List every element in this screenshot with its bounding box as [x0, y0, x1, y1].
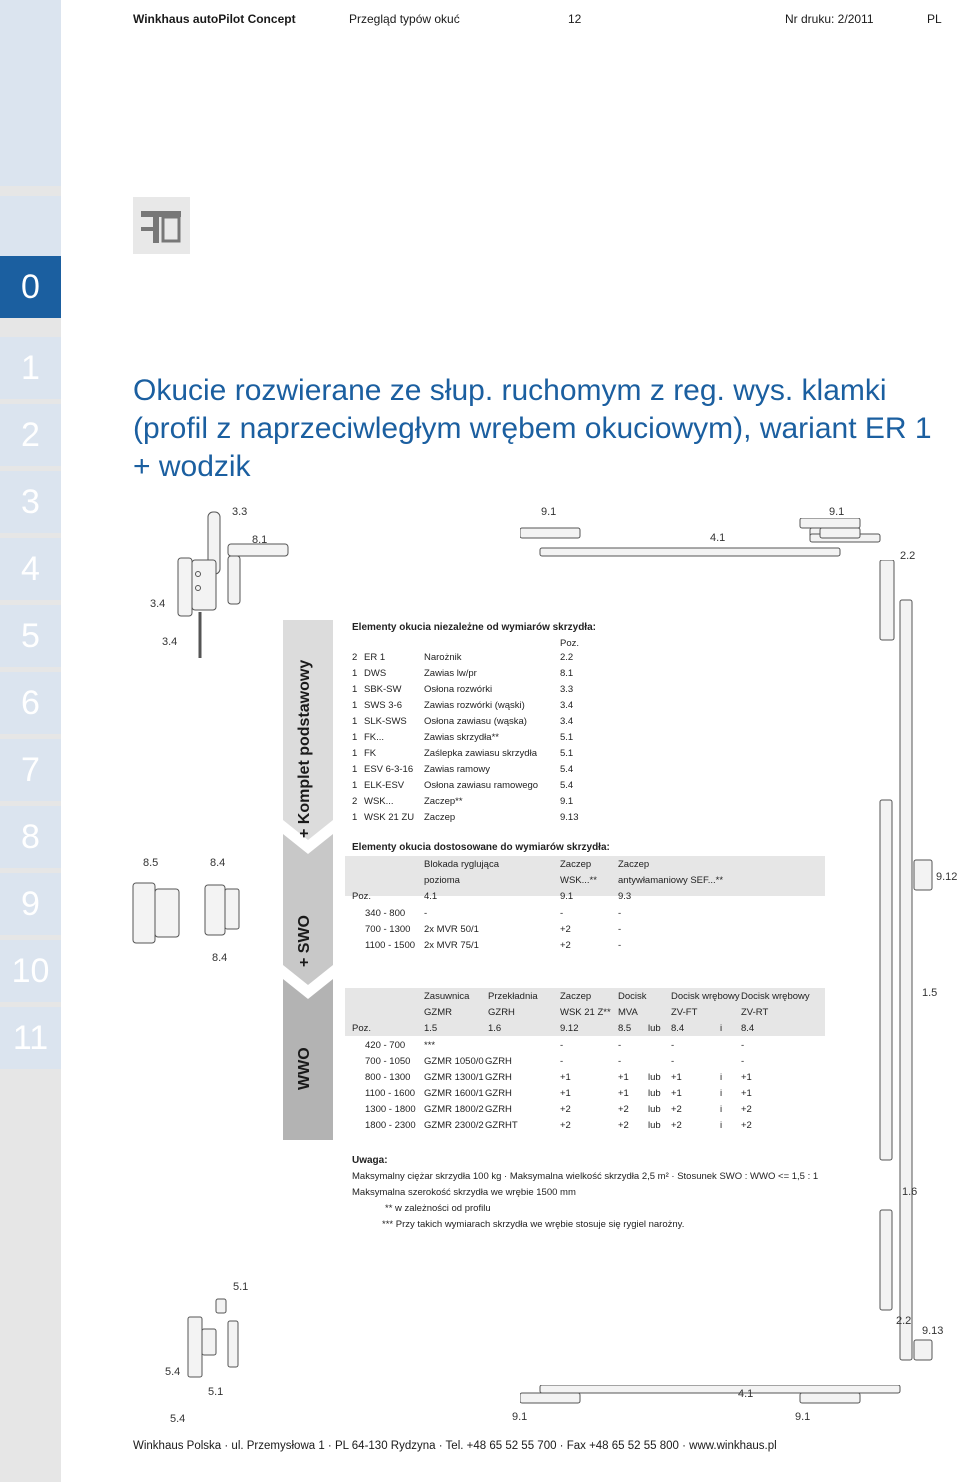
basic-qty: 1	[352, 716, 358, 727]
label-wwo: WWO	[296, 1047, 313, 1090]
basic-qty: 1	[352, 700, 358, 711]
basic-name: Zawias skrzydła**	[424, 732, 499, 743]
wwo-lub: lub	[648, 1120, 661, 1131]
basic-qty: 2	[352, 652, 358, 663]
basic-code: SBK-SW	[364, 684, 402, 695]
wwo-col-l1: Przekładnia	[488, 991, 538, 1002]
wwo-col-l2: ZV-RT	[741, 1007, 769, 1018]
basic-name: Osłona rozwórki	[424, 684, 493, 695]
part-label: 3.4	[150, 598, 166, 610]
wwo-col-poz: 9.12	[560, 1023, 579, 1034]
part-label: 5.1	[208, 1386, 224, 1398]
wwo-col-l1: Zaczep	[560, 991, 592, 1002]
wwo-c4: +1	[618, 1088, 629, 1099]
tab-7[interactable]: 7	[0, 739, 61, 801]
page-number: 12	[568, 12, 582, 26]
wwo-range: 700 - 1050	[365, 1056, 411, 1067]
part-label: 3.4	[162, 636, 178, 648]
wwo-lub: lub	[648, 1104, 661, 1115]
basic-poz-header: Poz.	[560, 638, 580, 649]
basic-qty: 1	[352, 732, 358, 743]
basic-code: ESV 6-3-16	[364, 764, 414, 775]
swo-col2-l2: WSK...**	[560, 875, 597, 886]
basic-poz: 9.13	[560, 812, 579, 823]
wwo-c2: GZRH	[485, 1072, 512, 1083]
basic-code: FK	[364, 748, 377, 759]
wwo-col-poz: 1.6	[488, 1023, 502, 1034]
wwo-range: 1300 - 1800	[365, 1104, 416, 1115]
notes-line3: ** w zależności od profilu	[385, 1203, 491, 1214]
wwo-c2: GZRH	[485, 1088, 512, 1099]
tab-4[interactable]: 4	[0, 538, 61, 600]
tab-10[interactable]: 10	[0, 940, 61, 1002]
wwo-col-l1: Docisk wrębowy	[671, 991, 740, 1002]
wwo-c1: GZMR 1800/2	[424, 1104, 484, 1115]
basic-qty: 2	[352, 796, 358, 807]
part-label: 4.1	[710, 532, 726, 544]
swo-c3: -	[618, 940, 622, 951]
swo-col1-l1: Blokada ryglująca	[424, 859, 499, 870]
wwo-c4: +2	[618, 1104, 629, 1115]
swo-heading: Elementy okucia dostosowane do wymiarów skrzydła:	[352, 842, 610, 853]
basic-heading: Elementy okucia niezależne od wymiarów skrzydła:	[352, 622, 596, 633]
tab-5[interactable]: 5	[0, 605, 61, 667]
wwo-col-l2: GZRH	[488, 1007, 515, 1018]
part-label: 9.1	[829, 506, 845, 518]
basic-qty: 1	[352, 780, 358, 791]
profile-icon	[133, 197, 190, 254]
tab-11[interactable]: 11	[0, 1007, 61, 1069]
wwo-c2: GZRH	[485, 1104, 512, 1115]
wwo-range: 1100 - 1600	[365, 1088, 416, 1099]
basic-poz: 3.3	[560, 684, 574, 695]
basic-name: Zawias rozwórki (wąski)	[424, 700, 525, 711]
wwo-c4: +1	[618, 1072, 629, 1083]
wwo-col-poz: 8.4	[671, 1023, 685, 1034]
wwo-c3: -	[560, 1056, 564, 1067]
wwo-range: 1800 - 2300	[365, 1120, 416, 1131]
basic-code: WSK...	[364, 796, 394, 807]
right-rod-drawing	[860, 560, 940, 1380]
wwo-col-l2: MVA	[618, 1007, 638, 1018]
basic-code: WSK 21 ZU	[364, 812, 415, 823]
wwo-header	[345, 988, 825, 1036]
tab-2[interactable]: 2	[0, 404, 61, 466]
wwo-c5: +1	[671, 1088, 682, 1099]
part-label: 4.1	[738, 1388, 754, 1400]
part-label: 5.4	[165, 1366, 181, 1378]
part-label: 1.6	[902, 1186, 918, 1198]
swo-c3: -	[618, 908, 622, 919]
basic-code: SLK-SWS	[364, 716, 407, 727]
bottom-bar-drawing	[520, 1385, 920, 1409]
part-label: 8.4	[212, 952, 228, 964]
wwo-c5: +2	[671, 1104, 682, 1115]
swo-range: 1100 - 1500	[365, 940, 416, 951]
basic-name: Zaczep**	[424, 796, 463, 807]
notes-heading: Uwaga:	[352, 1155, 388, 1166]
part-label: 5.4	[170, 1413, 186, 1425]
basic-name: Osłona zawiasu (wąska)	[424, 716, 527, 727]
basic-code: ELK-ESV	[364, 780, 405, 791]
wwo-c6: -	[741, 1040, 745, 1051]
wwo-c5: -	[671, 1040, 675, 1051]
wwo-col-l1: Zasuwnica	[424, 991, 470, 1002]
notes-line1: Maksymalny ciężar skrzydła 100 kg · Maksymalna wielkość skrzydła 2,5 m² · Stosunek SWO : WWO <= 1,5 : 1	[352, 1171, 819, 1182]
wwo-c5: +1	[671, 1072, 682, 1083]
basic-name: Zaczep	[424, 812, 456, 823]
tab-spacer	[0, 196, 61, 256]
swo-c3: -	[618, 924, 622, 935]
wwo-i: i	[720, 1023, 723, 1034]
part-label: 9.1	[795, 1411, 811, 1423]
wwo-col-l1: Docisk wrębowy	[741, 991, 810, 1002]
swo-range: 700 - 1300	[365, 924, 411, 935]
basic-name: Zaślepka zawiasu skrzydła	[424, 748, 537, 759]
label-komplet: + Komplet podstawowy	[296, 659, 313, 838]
notes-line4: *** Przy takich wymiarach skrzydła we wrębie stosuje się rygiel narożny.	[382, 1219, 685, 1230]
part-label: 9.1	[541, 506, 557, 518]
wwo-lub: lub	[648, 1023, 661, 1034]
basic-name: Narożnik	[424, 652, 462, 663]
notes-line2: Maksymalna szerokość skrzydła we wrębie 1500 mm	[352, 1187, 576, 1198]
pressure-parts-drawing	[125, 875, 245, 955]
wwo-i: i	[720, 1072, 723, 1083]
basic-poz: 2.2	[560, 652, 574, 663]
tab-9[interactable]: 9	[0, 873, 61, 935]
print-number: Nr druku: 2/2011	[785, 12, 874, 26]
basic-poz: 5.4	[560, 764, 574, 775]
wwo-c5: -	[671, 1056, 675, 1067]
basic-poz: 8.1	[560, 668, 574, 679]
basic-name: Zawias ramowy	[424, 764, 490, 775]
wwo-range: 800 - 1300	[365, 1072, 411, 1083]
wwo-col-l2: GZMR	[424, 1007, 452, 1018]
wwo-lub: lub	[648, 1072, 661, 1083]
basic-qty: 1	[352, 668, 358, 679]
basic-qty: 1	[352, 748, 358, 759]
wwo-c1: ***	[424, 1040, 436, 1051]
wwo-col-poz: 1.5	[424, 1023, 438, 1034]
chapter-tabs	[0, 0, 61, 1482]
part-label: 1.5	[922, 987, 938, 999]
wwo-col-poz: 8.4	[741, 1023, 755, 1034]
footer-address: Winkhaus Polska · ul. Przemysłowa 1 · PL 64-130 Rydzyna · Tel. +48 65 52 55 700 · Fax +48 65 52 55 800 · www.winkhaus.pl	[133, 1440, 777, 1452]
wwo-c3: +1	[560, 1088, 571, 1099]
wwo-lub: lub	[648, 1088, 661, 1099]
swo-c2: -	[560, 908, 564, 919]
bottom-hinge-drawing	[180, 1295, 250, 1385]
swo-c2: +2	[560, 940, 571, 951]
wwo-c6: +1	[741, 1088, 752, 1099]
wwo-c3: +2	[560, 1120, 571, 1131]
swo-col2-l1: Zaczep	[560, 859, 592, 870]
tab-1[interactable]: 1	[0, 337, 61, 399]
wwo-c3: +1	[560, 1072, 571, 1083]
part-label: 2.2	[896, 1315, 912, 1327]
wwo-i: i	[720, 1120, 723, 1131]
wwo-c3: +2	[560, 1104, 571, 1115]
swo-poz-label: Poz.	[352, 891, 372, 902]
swo-range: 340 - 800	[365, 908, 406, 919]
swo-poz-1: 4.1	[424, 891, 438, 902]
part-label: 2.2	[900, 550, 916, 562]
basic-poz: 9.1	[560, 796, 574, 807]
basic-qty: 1	[352, 684, 358, 695]
swo-c1: 2x MVR 50/1	[424, 924, 479, 935]
swo-c1: -	[424, 908, 428, 919]
wwo-c1: GZMR 2300/2	[424, 1120, 484, 1131]
wwo-i: i	[720, 1104, 723, 1115]
swo-col3-l2: antywłamaniowy SEF...**	[618, 875, 724, 886]
page-title: Okucie rozwierane ze słup. ruchomym z reg. wys. klamki (profil z naprzeciwległym wrębem okuciowym), wariant ER 1 + wodzik	[133, 374, 932, 483]
wwo-poz-label: Poz.	[352, 1023, 372, 1034]
basic-code: SWS 3-6	[364, 700, 403, 711]
basic-code: ER 1	[364, 652, 386, 663]
wwo-col-poz: 8.5	[618, 1023, 632, 1034]
wwo-col-l1: Docisk	[618, 991, 647, 1002]
part-label: 3.3	[232, 506, 248, 518]
basic-poz: 5.4	[560, 780, 574, 791]
basic-table	[352, 652, 822, 828]
header-title: Przegląd typów okuć	[349, 12, 460, 26]
part-label: 9.13	[922, 1325, 944, 1337]
wwo-col-l2: WSK 21 Z**	[560, 1007, 611, 1018]
basic-poz: 5.1	[560, 748, 574, 759]
wwo-c3: -	[560, 1040, 564, 1051]
part-label: 8.5	[143, 857, 159, 869]
basic-code: FK...	[364, 732, 385, 743]
basic-poz: 5.1	[560, 732, 574, 743]
basic-name: Osłona zawiasu ramowego	[424, 780, 539, 791]
wwo-range: 420 - 700	[365, 1040, 406, 1051]
basic-poz: 3.4	[560, 700, 574, 711]
tab-6[interactable]: 6	[0, 672, 61, 734]
hinge-parts-drawing	[120, 500, 290, 670]
swo-c1: 2x MVR 75/1	[424, 940, 479, 951]
part-label: 9.1	[512, 1411, 528, 1423]
basic-qty: 1	[352, 764, 358, 775]
wwo-c4: -	[618, 1040, 622, 1051]
part-label: 5.1	[233, 1281, 249, 1293]
wwo-c6: +2	[741, 1104, 752, 1115]
wwo-col-l2: ZV-FT	[671, 1007, 698, 1018]
label-swo: + SWO	[296, 914, 313, 967]
basic-poz: 3.4	[560, 716, 574, 727]
swo-poz-2: 9.1	[560, 891, 574, 902]
wwo-c4: +2	[618, 1120, 629, 1131]
basic-qty: 1	[352, 812, 358, 823]
wwo-c4: -	[618, 1056, 622, 1067]
wwo-c6: +1	[741, 1072, 752, 1083]
part-label: 9.12	[936, 871, 958, 883]
wwo-c2: GZRHT	[485, 1120, 518, 1131]
language-code: PL	[927, 12, 942, 26]
basic-name: Zawias lw/pr	[424, 668, 477, 679]
header-brand: Winkhaus autoPilot Concept	[133, 12, 296, 26]
swo-col1-l2: pozioma	[424, 875, 460, 886]
wwo-c2: GZRH	[485, 1056, 512, 1067]
wwo-c1: GZMR 1050/0	[424, 1056, 484, 1067]
swo-c2: +2	[560, 924, 571, 935]
wwo-i: i	[720, 1088, 723, 1099]
tab-3[interactable]: 3	[0, 471, 61, 533]
wwo-c1: GZMR 1300/1	[424, 1072, 484, 1083]
tab-8[interactable]: 8	[0, 806, 61, 868]
basic-code: DWS	[364, 668, 387, 679]
part-label: 8.1	[252, 534, 268, 546]
tab-spacer	[0, 0, 61, 186]
swo-poz-3: 9.3	[618, 891, 632, 902]
part-label: 8.4	[210, 857, 226, 869]
wwo-c5: +2	[671, 1120, 682, 1131]
wwo-c1: GZMR 1600/1	[424, 1088, 484, 1099]
tab-0[interactable]: 0	[0, 256, 61, 318]
wwo-c6: -	[741, 1056, 745, 1067]
swo-col3-l1: Zaczep	[618, 859, 650, 870]
wwo-c6: +2	[741, 1120, 752, 1131]
